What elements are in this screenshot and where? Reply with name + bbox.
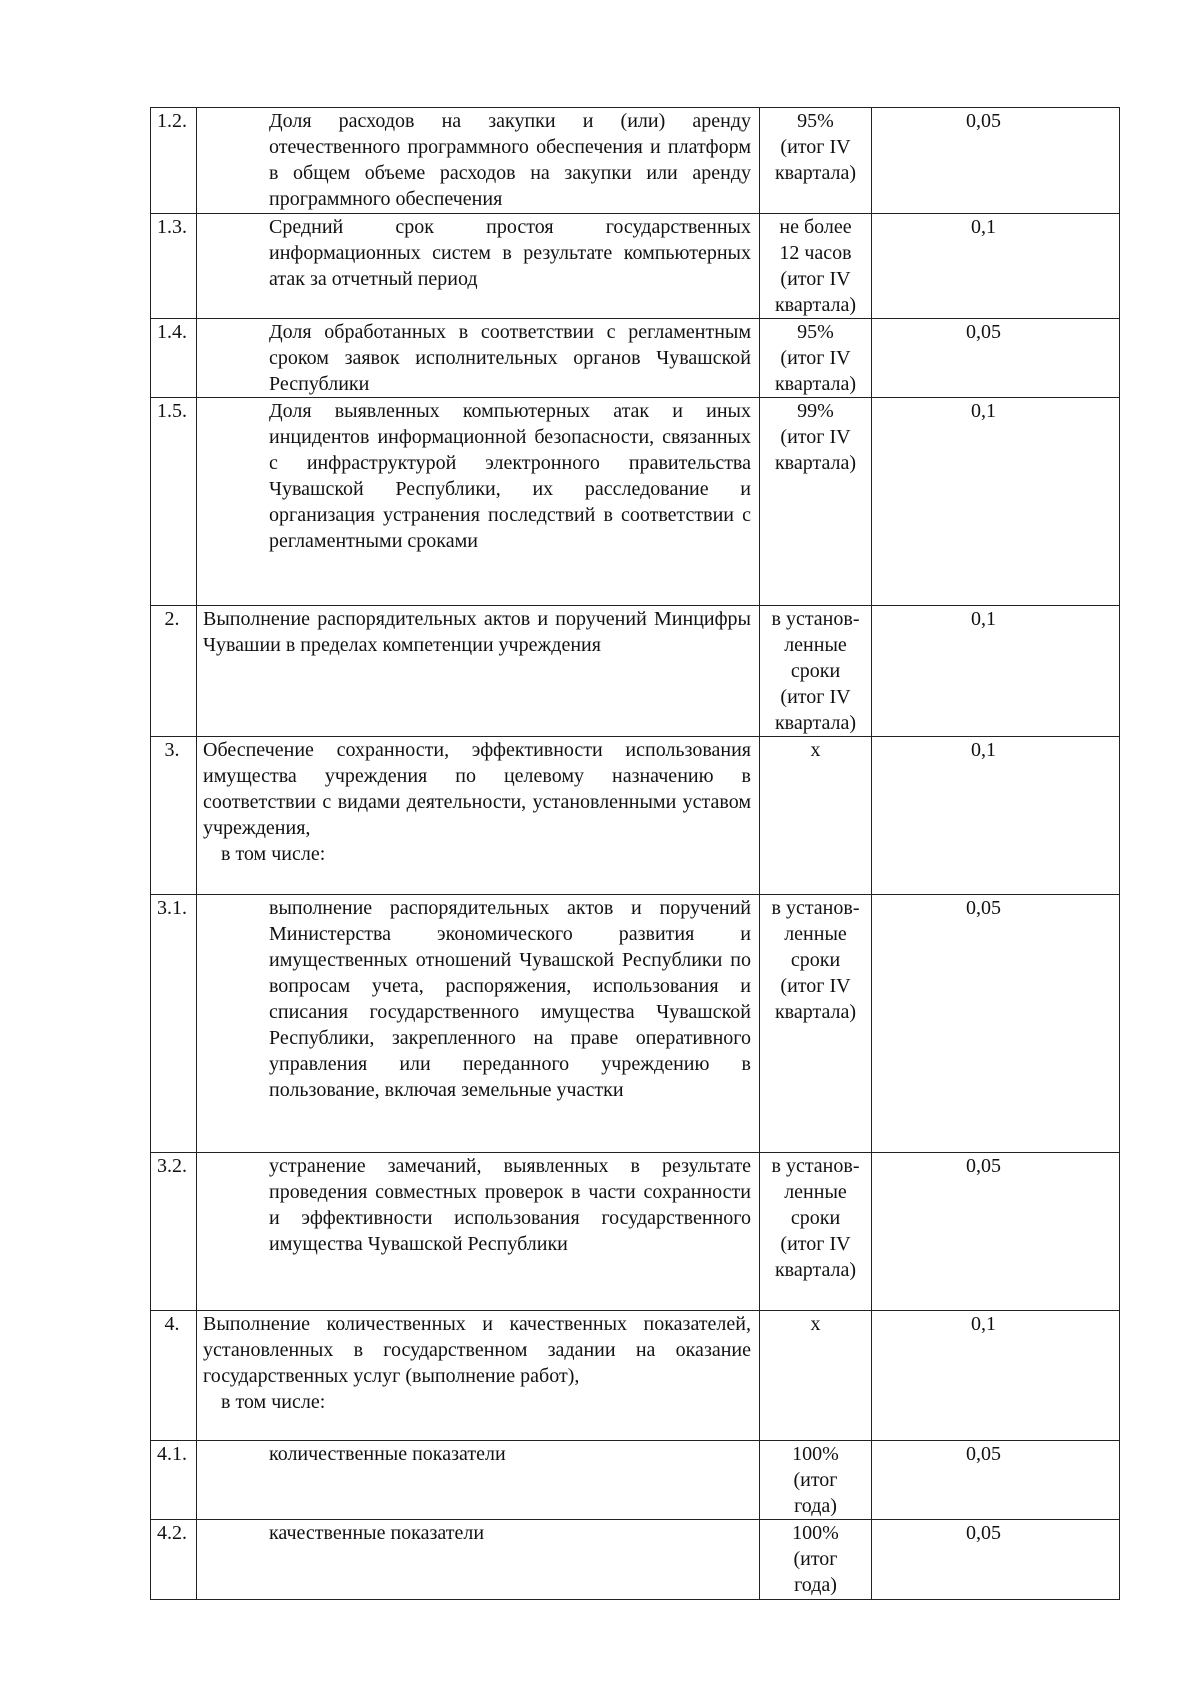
table-row	[151, 895, 1120, 1153]
indicator-description: Средний срок простоя государственных информационных систем в результате компьютерных атак за отчетный период	[197, 214, 760, 319]
target-value	[760, 1441, 872, 1520]
target-value-text: х	[810, 1313, 821, 1335]
indicator-description: выполнение распорядительных актов и поручений Министерства экономического развития и имущественных отношений Чувашской Республики по вопросам учета, распоряжения, использования и списания государственного имущества Чувашской Республики, закрепленного на праве оперативного управления или переданного учреждению в пользование, включая земельные участки	[197, 895, 760, 1153]
row-number: 4.	[151, 1311, 197, 1441]
weight-value: 0,1	[872, 398, 1120, 606]
row-number: 3.1.	[151, 895, 197, 1153]
row-number: 4.1.	[151, 1441, 197, 1520]
target-value-text: 95% (итог IV квартала)	[774, 110, 857, 184]
row-number: 1.5.	[151, 398, 197, 606]
table-row	[151, 108, 1120, 214]
weight-value: 0,05	[872, 1441, 1120, 1520]
indicator-description: Выполнение распорядительных актов и поручений Минцифры Чувашии в пределах компетенции учреждения	[197, 606, 760, 737]
indicator-description: количественные показатели	[197, 1441, 760, 1520]
weight-value: 0,05	[872, 108, 1120, 214]
indicators-table	[150, 107, 1120, 1600]
target-value	[760, 1153, 872, 1311]
table-row	[151, 1520, 1120, 1600]
table-row	[151, 398, 1120, 606]
indicator-description: Доля обработанных в соответствии с регламентным сроком заявок исполнительных органов Чувашской Республики	[197, 319, 760, 398]
target-value-text: 100% (итог года)	[792, 1443, 839, 1517]
target-value	[760, 606, 872, 737]
weight-value: 0,1	[872, 737, 1120, 895]
indicator-note: в том числе:	[221, 1391, 326, 1413]
target-value-text: не более 12 часов (итог IV квартала)	[774, 216, 857, 316]
weight-value: 0,05	[872, 895, 1120, 1153]
target-value	[760, 108, 872, 214]
row-number: 3.	[151, 737, 197, 895]
target-value-text: 100% (итог года)	[792, 1522, 839, 1596]
row-number: 3.2.	[151, 1153, 197, 1311]
indicator-description	[197, 1311, 760, 1441]
table-row	[151, 606, 1120, 737]
target-value-text: 99% (итог IV квартала)	[774, 400, 857, 474]
target-value-text: в установ- ленные сроки (итог IV квартала)	[771, 1155, 860, 1281]
weight-value: 0,1	[872, 606, 1120, 737]
table-row	[151, 214, 1120, 319]
table-row	[151, 737, 1120, 895]
indicator-description-text: Выполнение количественных и качественных показателей, установленных в государственном задании на оказание государственных услуг (выполнение работ),	[203, 1313, 751, 1387]
indicator-description-text: Обеспечение сохранности, эффективности использования имущества учреждения по целевому назначению в соответствии с видами деятельности, установленными уставом учреждения,	[203, 739, 751, 839]
weight-value: 0,05	[872, 319, 1120, 398]
target-value	[760, 1520, 872, 1600]
target-value	[760, 398, 872, 606]
weight-value: 0,05	[872, 1520, 1120, 1600]
target-value-text: х	[810, 739, 821, 761]
table-row	[151, 319, 1120, 398]
row-number: 1.4.	[151, 319, 197, 398]
row-number: 2.	[151, 606, 197, 737]
target-value	[760, 1311, 872, 1441]
weight-value: 0,05	[872, 1153, 1120, 1311]
target-value	[760, 214, 872, 319]
indicator-note: в том числе:	[221, 843, 326, 865]
indicator-description: Доля выявленных компьютерных атак и иных инцидентов информационной безопасности, связанных с инфраструктурой электронного правительства Чувашской Республики, их расследование и организация устранения последствий в соответствии с регламентными сроками	[197, 398, 760, 606]
target-value-text: в установ- ленные сроки (итог IV квартала)	[771, 608, 860, 734]
target-value	[760, 319, 872, 398]
row-number: 4.2.	[151, 1520, 197, 1600]
target-value-text: в установ- ленные сроки (итог IV квартала)	[771, 897, 860, 1023]
table-row	[151, 1311, 1120, 1441]
indicator-description	[197, 737, 760, 895]
weight-value: 0,1	[872, 1311, 1120, 1441]
table-row	[151, 1153, 1120, 1311]
row-number: 1.2.	[151, 108, 197, 214]
indicator-description: Доля расходов на закупки и (или) аренду отечественного программного обеспечения и платформ в общем объеме расходов на закупки или аренду программного обеспечения	[197, 108, 760, 214]
target-value	[760, 737, 872, 895]
target-value	[760, 895, 872, 1153]
target-value-text: 95% (итог IV квартала)	[774, 321, 857, 395]
weight-value: 0,1	[872, 214, 1120, 319]
row-number: 1.3.	[151, 214, 197, 319]
indicator-description: качественные показатели	[197, 1520, 760, 1600]
table-row	[151, 1441, 1120, 1520]
indicator-description: устранение замечаний, выявленных в результате проведения совместных проверок в части сохранности и эффективности использования государственного имущества Чувашской Республики	[197, 1153, 760, 1311]
